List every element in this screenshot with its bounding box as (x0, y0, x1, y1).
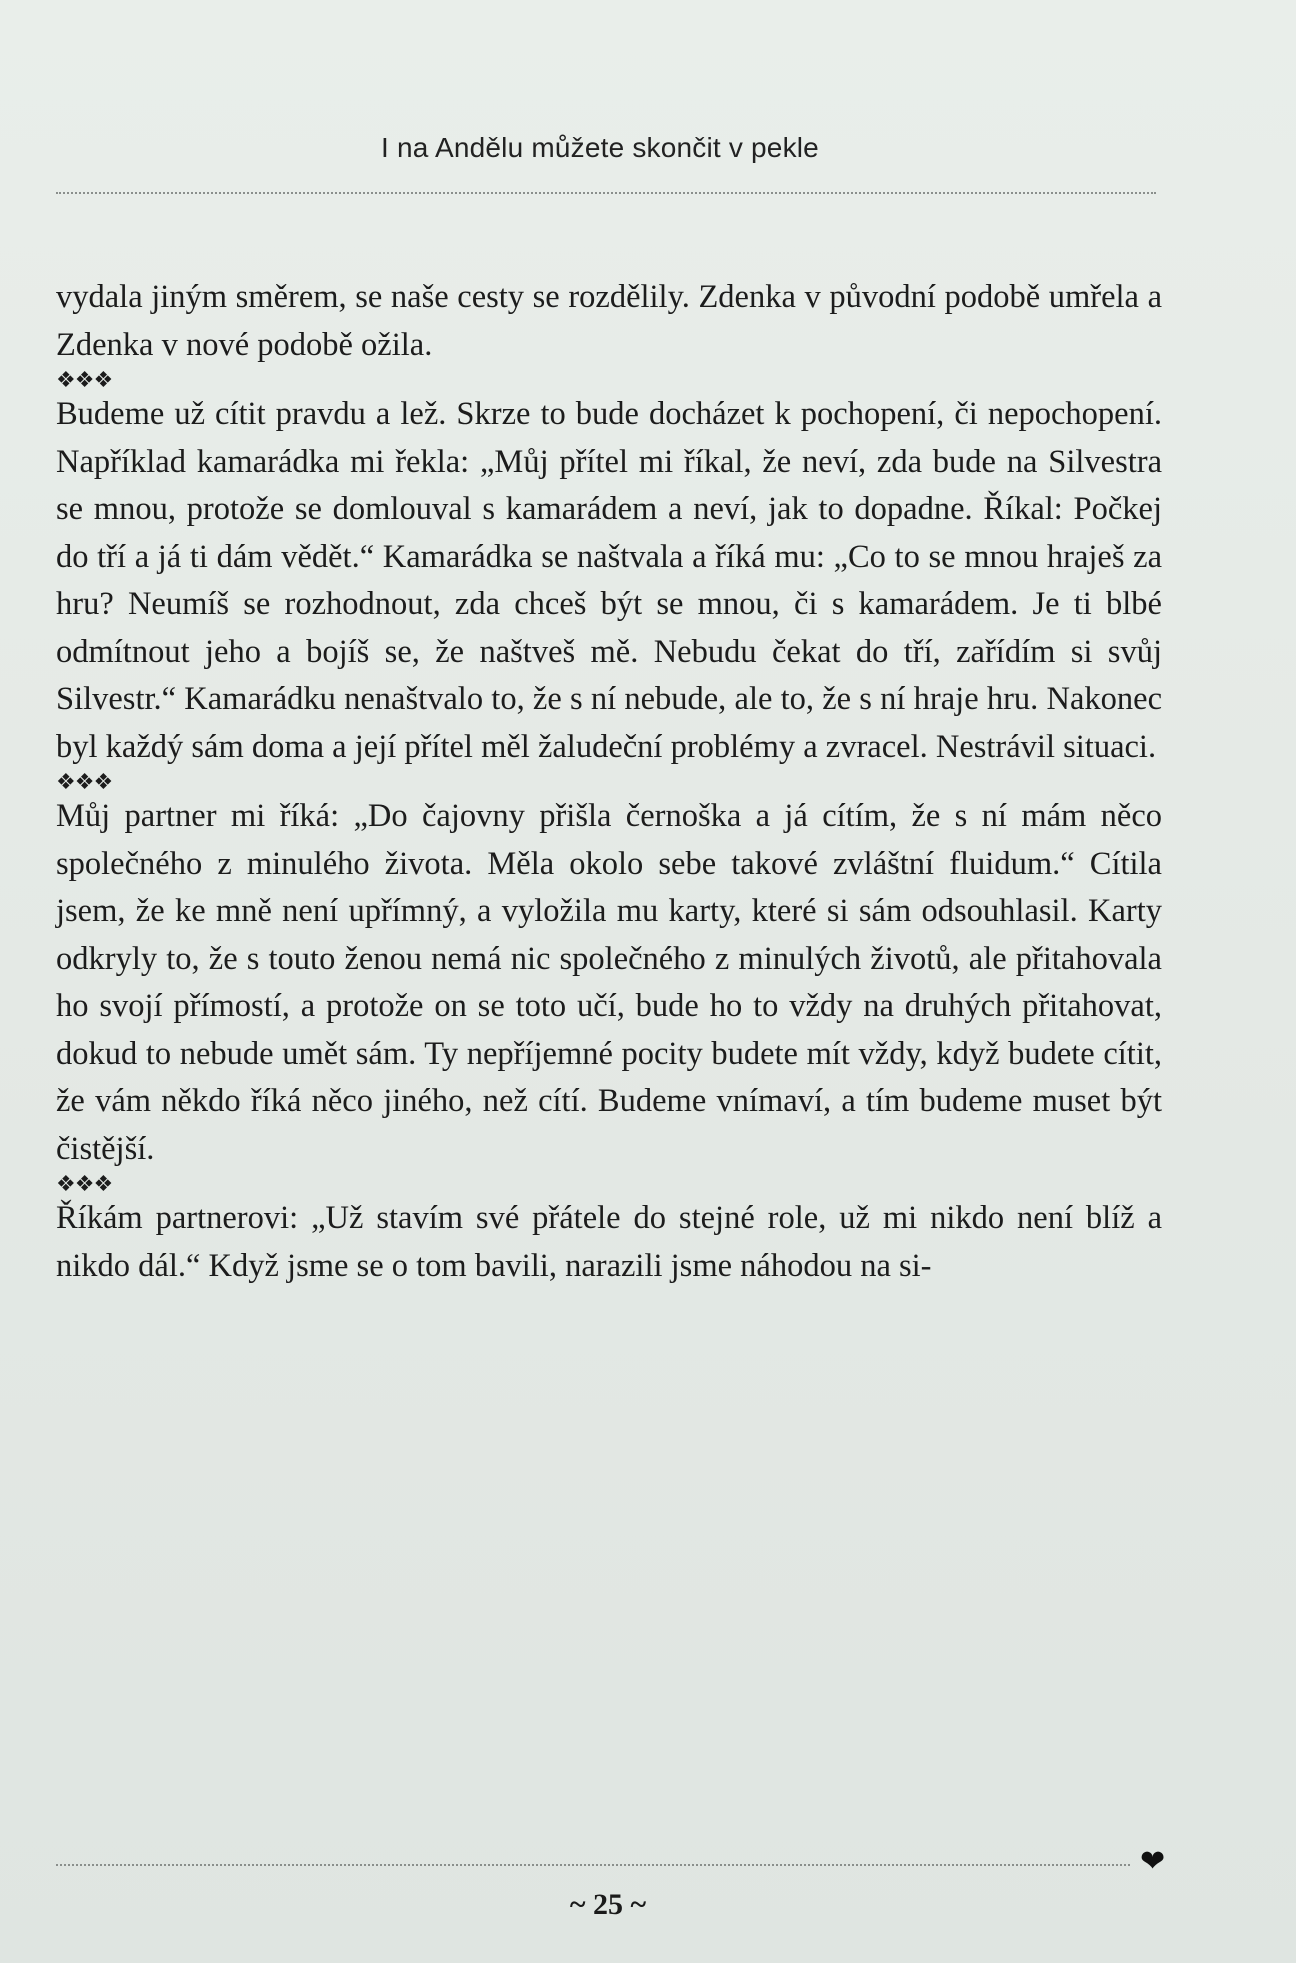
section-separator-3: ❖❖❖ (56, 1171, 113, 1196)
header-dotted-rule (56, 192, 1156, 194)
paragraph-1: vydala jiným směrem, se naše cesty se rozdělily. Zdenka v původní podobě umřela a Zdenka v nové podobě ožila. (56, 279, 1162, 363)
body-text (56, 274, 1162, 1290)
footer-dotted-rule (56, 1864, 1130, 1866)
page-number: ~ 25 ~ (569, 1888, 647, 1921)
section-separator-2: ❖❖❖ (56, 769, 113, 794)
paragraph-2: Budeme už cítit pravdu a lež. Skrze to bude docházet k pochopení, či nepochopení. Například kamarádka mi řekla: „Můj přítel mi říkal, že neví, zda bude na Silvestra se mnou, protože se domlouval s kamarádem a neví, jak to dopadne. Říkal: Počkej do tří a já ti dám vědět.“ Kamarádka se naštvala a říká mu: „Co to se mnou hraješ za hru? Neumíš se rozhodnout, zda chceš být se mnou, či s kamarádem. Je ti blbé odmítnout jeho a bojíš se, že naštveš mě. Nebudu čekat do tří, zařídím si svůj Silvestr.“ Kamarádku nenaštvalo to, že s ní nebude, ale to, že s ní hraje hru. Nakonec byl každý sám doma a její přítel měl žaludeční problémy a zvracel. Nestrávil situaci. (56, 396, 1162, 765)
running-head-title: I na Andělu můžete skončit v pekle (381, 132, 819, 163)
paragraph-3: Můj partner mi říká: „Do čajovny přišla černoška a já cítím, že s ní mám něco společného z minulého života. Měla okolo sebe takové zvláštní fluidum.“ Cítila jsem, že ke mně není upřímný, a vyložila mu karty, které si sám odsouhlasil. Karty odkryly to, že s touto ženou nemá nic společného z minulých životů, ale přitahovala ho svojí přímostí, a protože on se toto učí, bude ho to vždy na druhých přitahovat, dokud to nebude umět sám. Ty nepříjemné pocity budete mít vždy, když budete cítit, že vám někdo říká něco jiného, než cítí. Budeme vnímaví, a tím budeme muset být čistější. (56, 798, 1162, 1167)
paragraph-4: Říkám partnerovi: „Už stavím své přátele do stejné role, už mi nikdo není blíž a nikdo dál.“ Když jsme se o tom bavili, narazili jsme náhodou na si- (56, 1200, 1162, 1284)
heart-icon: ❤ (1140, 1844, 1166, 1879)
section-separator-1: ❖❖❖ (56, 367, 113, 392)
